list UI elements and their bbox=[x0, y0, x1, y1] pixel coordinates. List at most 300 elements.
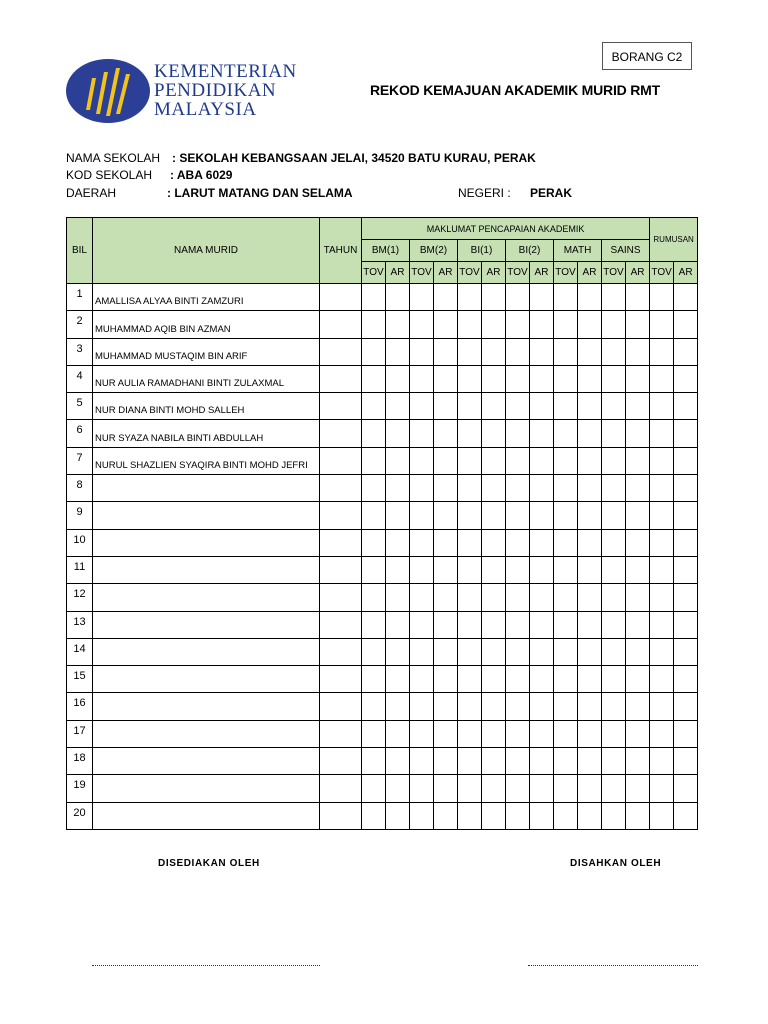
table-row bbox=[67, 611, 698, 638]
score-cell bbox=[674, 584, 698, 611]
header-subject: MATH bbox=[554, 240, 602, 262]
score-cell bbox=[482, 311, 506, 338]
score-cell bbox=[362, 338, 386, 365]
score-cell bbox=[602, 365, 626, 392]
row-number: 1 bbox=[67, 284, 93, 311]
score-cell bbox=[386, 311, 410, 338]
score-cell bbox=[386, 775, 410, 802]
score-cell bbox=[482, 475, 506, 502]
table-row bbox=[67, 365, 698, 392]
header-academic-group: MAKLUMAT PENCAPAIAN AKADEMIK bbox=[362, 218, 650, 240]
score-cell bbox=[554, 556, 578, 583]
table-row bbox=[67, 311, 698, 338]
score-cell bbox=[482, 802, 506, 829]
score-cell bbox=[674, 311, 698, 338]
row-number: 17 bbox=[67, 720, 93, 747]
score-cell bbox=[650, 802, 674, 829]
score-cell bbox=[458, 475, 482, 502]
score-cell bbox=[458, 693, 482, 720]
student-name: MUHAMMAD AQIB BIN AZMAN bbox=[93, 311, 320, 338]
table-row bbox=[67, 502, 698, 529]
header-ar: AR bbox=[386, 262, 410, 284]
score-cell bbox=[578, 775, 602, 802]
score-cell bbox=[386, 475, 410, 502]
score-cell bbox=[530, 502, 554, 529]
score-cell bbox=[386, 284, 410, 311]
score-cell bbox=[506, 720, 530, 747]
row-number: 19 bbox=[67, 775, 93, 802]
score-cell bbox=[482, 447, 506, 474]
score-cell bbox=[602, 775, 626, 802]
score-cell bbox=[506, 584, 530, 611]
student-name: AMALLISA ALYAA BINTI ZAMZURI bbox=[93, 284, 320, 311]
score-cell bbox=[434, 802, 458, 829]
score-cell bbox=[602, 720, 626, 747]
score-cell bbox=[578, 638, 602, 665]
score-cell bbox=[458, 311, 482, 338]
score-cell bbox=[578, 802, 602, 829]
year-cell bbox=[320, 338, 362, 365]
score-cell bbox=[602, 638, 626, 665]
year-cell bbox=[320, 693, 362, 720]
score-cell bbox=[434, 475, 458, 502]
student-name bbox=[93, 775, 320, 802]
score-cell bbox=[458, 748, 482, 775]
score-cell bbox=[506, 502, 530, 529]
score-cell bbox=[386, 502, 410, 529]
score-cell bbox=[602, 447, 626, 474]
score-cell bbox=[650, 365, 674, 392]
score-cell bbox=[434, 420, 458, 447]
year-cell bbox=[320, 584, 362, 611]
header-tov: TOV bbox=[554, 262, 578, 284]
score-cell bbox=[578, 447, 602, 474]
year-cell bbox=[320, 720, 362, 747]
score-cell bbox=[386, 365, 410, 392]
header-subject: BM(1) bbox=[362, 240, 410, 262]
score-cell bbox=[554, 693, 578, 720]
score-cell bbox=[578, 475, 602, 502]
score-cell bbox=[578, 693, 602, 720]
score-cell bbox=[410, 584, 434, 611]
score-cell bbox=[554, 529, 578, 556]
score-cell bbox=[410, 502, 434, 529]
score-cell bbox=[554, 666, 578, 693]
student-name bbox=[93, 556, 320, 583]
score-cell bbox=[626, 284, 650, 311]
score-cell bbox=[410, 420, 434, 447]
row-number: 9 bbox=[67, 502, 93, 529]
header-bil: BIL bbox=[67, 218, 93, 284]
score-cell bbox=[362, 611, 386, 638]
score-cell bbox=[506, 420, 530, 447]
state-value: PERAK bbox=[530, 186, 573, 200]
year-cell bbox=[320, 748, 362, 775]
table-row bbox=[67, 693, 698, 720]
score-cell bbox=[674, 502, 698, 529]
score-cell bbox=[458, 365, 482, 392]
score-cell bbox=[362, 556, 386, 583]
table-row bbox=[67, 748, 698, 775]
student-name: NURUL SHAZLIEN SYAQIRA BINTI MOHD JEFRI bbox=[93, 447, 320, 474]
year-cell bbox=[320, 447, 362, 474]
score-cell bbox=[362, 475, 386, 502]
score-cell bbox=[458, 556, 482, 583]
score-cell bbox=[506, 284, 530, 311]
year-cell bbox=[320, 284, 362, 311]
score-cell bbox=[362, 393, 386, 420]
score-cell bbox=[458, 584, 482, 611]
year-cell bbox=[320, 420, 362, 447]
score-cell bbox=[602, 284, 626, 311]
score-cell bbox=[410, 447, 434, 474]
score-cell bbox=[458, 638, 482, 665]
score-cell bbox=[530, 311, 554, 338]
table-row bbox=[67, 802, 698, 829]
score-cell bbox=[530, 447, 554, 474]
score-cell bbox=[506, 775, 530, 802]
table-row bbox=[67, 420, 698, 447]
score-cell bbox=[506, 611, 530, 638]
score-cell bbox=[386, 420, 410, 447]
student-name bbox=[93, 502, 320, 529]
score-cell bbox=[554, 802, 578, 829]
student-name: NUR SYAZA NABILA BINTI ABDULLAH bbox=[93, 420, 320, 447]
score-cell bbox=[578, 748, 602, 775]
header-ar: AR bbox=[626, 262, 650, 284]
score-cell bbox=[626, 529, 650, 556]
score-cell bbox=[482, 502, 506, 529]
score-cell bbox=[434, 447, 458, 474]
row-number: 11 bbox=[67, 556, 93, 583]
score-cell bbox=[626, 802, 650, 829]
score-cell bbox=[650, 666, 674, 693]
header-ar: AR bbox=[578, 262, 602, 284]
score-cell bbox=[386, 611, 410, 638]
score-cell bbox=[362, 502, 386, 529]
student-name bbox=[93, 802, 320, 829]
score-cell bbox=[362, 311, 386, 338]
score-cell bbox=[602, 748, 626, 775]
score-cell bbox=[554, 584, 578, 611]
score-cell bbox=[674, 393, 698, 420]
score-cell bbox=[386, 338, 410, 365]
score-cell bbox=[602, 611, 626, 638]
score-cell bbox=[554, 365, 578, 392]
score-cell bbox=[674, 666, 698, 693]
score-cell bbox=[434, 338, 458, 365]
score-cell bbox=[530, 802, 554, 829]
year-cell bbox=[320, 802, 362, 829]
table-row bbox=[67, 775, 698, 802]
score-cell bbox=[602, 393, 626, 420]
score-cell bbox=[602, 502, 626, 529]
school-code-label: KOD SEKOLAH bbox=[66, 168, 153, 182]
table-row bbox=[67, 447, 698, 474]
score-cell bbox=[410, 338, 434, 365]
score-cell bbox=[386, 529, 410, 556]
score-cell bbox=[362, 365, 386, 392]
header-subject: BI(1) bbox=[458, 240, 506, 262]
score-cell bbox=[506, 447, 530, 474]
row-number: 10 bbox=[67, 529, 93, 556]
score-cell bbox=[674, 693, 698, 720]
score-cell bbox=[410, 556, 434, 583]
wordmark-line-3: MALAYSIA bbox=[154, 99, 257, 120]
score-cell bbox=[434, 556, 458, 583]
score-cell bbox=[578, 311, 602, 338]
score-cell bbox=[386, 748, 410, 775]
score-cell bbox=[458, 447, 482, 474]
score-cell bbox=[506, 475, 530, 502]
score-cell bbox=[650, 447, 674, 474]
score-cell bbox=[386, 802, 410, 829]
score-cell bbox=[602, 311, 626, 338]
score-cell bbox=[410, 611, 434, 638]
table-row bbox=[67, 529, 698, 556]
score-cell bbox=[410, 284, 434, 311]
score-cell bbox=[410, 529, 434, 556]
header-ar: AR bbox=[482, 262, 506, 284]
score-cell bbox=[578, 338, 602, 365]
page-title: REKOD KEMAJUAN AKADEMIK MURID RMT bbox=[370, 82, 660, 98]
score-cell bbox=[482, 748, 506, 775]
score-cell bbox=[674, 748, 698, 775]
score-cell bbox=[482, 720, 506, 747]
score-cell bbox=[458, 720, 482, 747]
year-cell bbox=[320, 502, 362, 529]
score-cell bbox=[578, 720, 602, 747]
score-cell bbox=[650, 529, 674, 556]
score-cell bbox=[410, 638, 434, 665]
score-cell bbox=[578, 611, 602, 638]
score-cell bbox=[506, 529, 530, 556]
score-cell bbox=[650, 775, 674, 802]
score-cell bbox=[650, 693, 674, 720]
score-cell bbox=[506, 311, 530, 338]
score-cell bbox=[554, 338, 578, 365]
school-code-value: : ABA 6029 bbox=[170, 168, 233, 182]
score-cell bbox=[458, 338, 482, 365]
year-cell bbox=[320, 638, 362, 665]
score-cell bbox=[362, 529, 386, 556]
score-cell bbox=[650, 420, 674, 447]
score-cell bbox=[434, 611, 458, 638]
score-cell bbox=[602, 475, 626, 502]
score-cell bbox=[530, 338, 554, 365]
score-cell bbox=[482, 393, 506, 420]
year-cell bbox=[320, 556, 362, 583]
score-cell bbox=[626, 556, 650, 583]
score-cell bbox=[626, 720, 650, 747]
prepared-signature-line bbox=[92, 965, 320, 966]
score-cell bbox=[434, 666, 458, 693]
score-cell bbox=[674, 638, 698, 665]
year-cell bbox=[320, 311, 362, 338]
score-cell bbox=[602, 338, 626, 365]
score-cell bbox=[482, 584, 506, 611]
wordmark-line-1: KEMENTERIAN bbox=[154, 61, 297, 82]
score-cell bbox=[482, 420, 506, 447]
score-cell bbox=[626, 693, 650, 720]
year-cell bbox=[320, 393, 362, 420]
score-cell bbox=[410, 475, 434, 502]
score-cell bbox=[674, 556, 698, 583]
score-cell bbox=[506, 365, 530, 392]
year-cell bbox=[320, 775, 362, 802]
score-cell bbox=[410, 802, 434, 829]
score-cell bbox=[674, 475, 698, 502]
score-cell bbox=[554, 638, 578, 665]
table-row bbox=[67, 720, 698, 747]
score-cell bbox=[626, 666, 650, 693]
score-cell bbox=[506, 802, 530, 829]
score-cell bbox=[458, 611, 482, 638]
score-cell bbox=[482, 365, 506, 392]
table-row bbox=[67, 393, 698, 420]
score-cell bbox=[434, 748, 458, 775]
header-ar: AR bbox=[674, 262, 698, 284]
row-number: 14 bbox=[67, 638, 93, 665]
score-cell bbox=[434, 775, 458, 802]
header-subject: BM(2) bbox=[410, 240, 458, 262]
score-cell bbox=[362, 775, 386, 802]
score-cell bbox=[410, 775, 434, 802]
score-cell bbox=[482, 556, 506, 583]
score-cell bbox=[482, 693, 506, 720]
header-ar: AR bbox=[530, 262, 554, 284]
score-cell bbox=[554, 284, 578, 311]
score-cell bbox=[530, 611, 554, 638]
score-cell bbox=[410, 311, 434, 338]
score-cell bbox=[650, 284, 674, 311]
form-code-box: BORANG C2 bbox=[602, 42, 692, 70]
score-cell bbox=[554, 720, 578, 747]
score-cell bbox=[506, 556, 530, 583]
score-cell bbox=[362, 584, 386, 611]
year-cell bbox=[320, 666, 362, 693]
score-cell bbox=[578, 420, 602, 447]
student-name bbox=[93, 666, 320, 693]
student-name bbox=[93, 529, 320, 556]
score-cell bbox=[434, 393, 458, 420]
header-subject: BI(2) bbox=[506, 240, 554, 262]
row-number: 8 bbox=[67, 475, 93, 502]
score-cell bbox=[626, 420, 650, 447]
score-cell bbox=[530, 393, 554, 420]
student-name: NUR AULIA RAMADHANI BINTI ZULAXMAL bbox=[93, 365, 320, 392]
score-cell bbox=[578, 502, 602, 529]
year-cell bbox=[320, 365, 362, 392]
score-cell bbox=[554, 420, 578, 447]
student-name bbox=[93, 638, 320, 665]
score-cell bbox=[362, 666, 386, 693]
score-cell bbox=[578, 365, 602, 392]
score-cell bbox=[506, 393, 530, 420]
header-year: TAHUN bbox=[320, 218, 362, 284]
score-cell bbox=[362, 720, 386, 747]
score-cell bbox=[530, 666, 554, 693]
student-name bbox=[93, 720, 320, 747]
score-cell bbox=[578, 584, 602, 611]
score-cell bbox=[530, 584, 554, 611]
header-tov: TOV bbox=[602, 262, 626, 284]
table-row bbox=[67, 284, 698, 311]
header-summary: RUMUSAN bbox=[650, 218, 698, 262]
score-cell bbox=[362, 802, 386, 829]
score-cell bbox=[386, 693, 410, 720]
score-cell bbox=[386, 447, 410, 474]
score-cell bbox=[602, 584, 626, 611]
student-name bbox=[93, 475, 320, 502]
score-cell bbox=[458, 284, 482, 311]
score-cell bbox=[554, 611, 578, 638]
score-cell bbox=[434, 365, 458, 392]
score-cell bbox=[650, 638, 674, 665]
score-cell bbox=[386, 393, 410, 420]
student-name: NUR DIANA BINTI MOHD SALLEH bbox=[93, 393, 320, 420]
score-cell bbox=[482, 666, 506, 693]
score-cell bbox=[626, 447, 650, 474]
score-cell bbox=[386, 638, 410, 665]
score-cell bbox=[626, 311, 650, 338]
row-number: 3 bbox=[67, 338, 93, 365]
score-cell bbox=[530, 556, 554, 583]
score-cell bbox=[626, 638, 650, 665]
score-cell bbox=[458, 666, 482, 693]
score-cell bbox=[650, 338, 674, 365]
score-cell bbox=[626, 611, 650, 638]
score-cell bbox=[530, 775, 554, 802]
row-number: 4 bbox=[67, 365, 93, 392]
score-cell bbox=[434, 693, 458, 720]
score-cell bbox=[650, 611, 674, 638]
score-cell bbox=[482, 611, 506, 638]
score-cell bbox=[434, 720, 458, 747]
score-cell bbox=[434, 529, 458, 556]
header-tov: TOV bbox=[362, 262, 386, 284]
approved-signature-line bbox=[528, 965, 698, 966]
score-cell bbox=[410, 748, 434, 775]
score-cell bbox=[458, 502, 482, 529]
header-subject: SAINS bbox=[602, 240, 650, 262]
score-cell bbox=[458, 802, 482, 829]
ministry-wordmark bbox=[154, 62, 297, 119]
header-tov: TOV bbox=[650, 262, 674, 284]
score-cell bbox=[458, 393, 482, 420]
score-cell bbox=[386, 584, 410, 611]
score-cell bbox=[362, 748, 386, 775]
score-cell bbox=[530, 693, 554, 720]
score-cell bbox=[530, 284, 554, 311]
score-cell bbox=[674, 420, 698, 447]
score-cell bbox=[626, 584, 650, 611]
row-number: 5 bbox=[67, 393, 93, 420]
row-number: 20 bbox=[67, 802, 93, 829]
score-cell bbox=[578, 284, 602, 311]
score-cell bbox=[554, 502, 578, 529]
score-cell bbox=[626, 748, 650, 775]
student-name bbox=[93, 748, 320, 775]
academic-record-table bbox=[66, 217, 698, 830]
score-cell bbox=[482, 284, 506, 311]
wordmark-line-2: PENDIDIKAN bbox=[154, 80, 277, 101]
score-cell bbox=[410, 693, 434, 720]
score-cell bbox=[650, 720, 674, 747]
score-cell bbox=[650, 502, 674, 529]
student-name bbox=[93, 584, 320, 611]
score-cell bbox=[410, 365, 434, 392]
